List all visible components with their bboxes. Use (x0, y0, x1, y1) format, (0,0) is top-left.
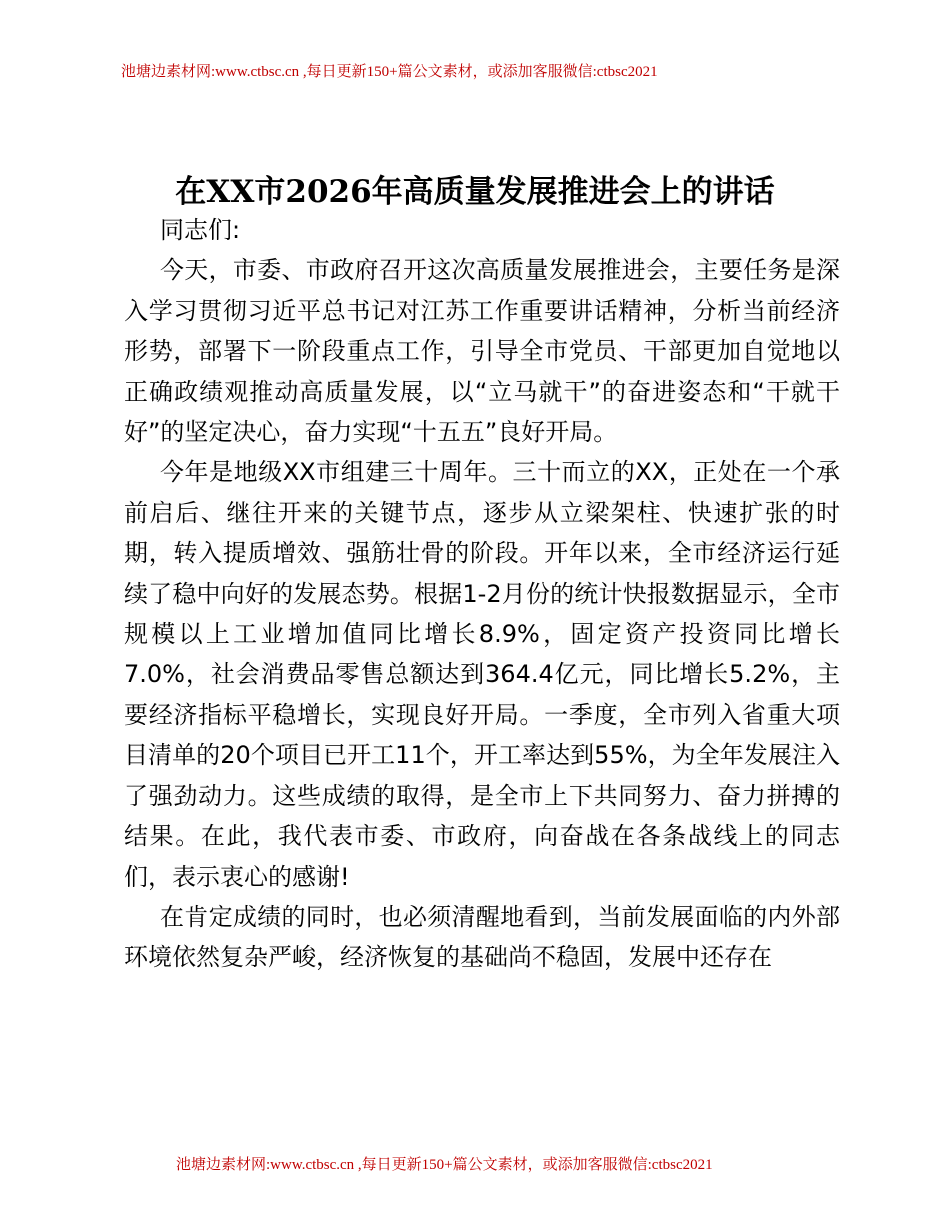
document-title: 在XX市2026年高质量发展推进会上的讲话 (175, 174, 775, 210)
footer-watermark: 池塘边素材网:www.ctbsc.cn ,每日更新150+篇公文素材，或添加客服微信:ctbsc2021 (176, 1157, 713, 1173)
paragraph-3: 在肯定成绩的同时，也必须清醒地看到，当前发展面临的内外部环境依然复杂严峻，经济恢复的基础尚不稳固，发展中还存在 (124, 902, 840, 972)
paragraph-1: 今天，市委、市政府召开这次高质量发展推进会，主要任务是深入学习贯彻习近平总书记对江苏工作重要讲话精神，分析当前经济形势，部署下一阶段重点工作，引导全市党员、干部更加自觉地以正确政绩观推动高质量发展，以“立马就干”的奋进姿态和“干就干好”的坚定决心，奋力实现“十五五”良好开局。 (124, 256, 840, 447)
header-watermark: 池塘边素材网:www.ctbsc.cn ,每日更新150+篇公文素材，或添加客服微信:ctbsc2021 (121, 64, 658, 80)
paragraph-2: 今年是地级XX市组建三十周年。三十而立的XX，正处在一个承前启后、继往开来的关键节点，逐步从立梁架柱、快速扩张的时期，转入提质增效、强筋壮骨的阶段。开年以来，全市经济运行延续了稳中向好的发展态势。根据1-2月份的统计快报数据显示，全市规模以上工业增加值同比增长8.9%，固定资产投资同比增长7.0%，社会消费品零售总额达到364.4亿元，同比增长5.2%，主要经济指标平稳增长，实现良好开局。一季度，全市列入省重大项目清单的20个项目已开工11个，开工率达到55%，为全年发展注入了强劲动力。这些成绩的取得，是全市上下共同努力、奋力拼搏的结果。在此，我代表市委、市政府，向奋战在各条战线上的同志们，表示衷心的感谢! (124, 458, 840, 891)
document-body (124, 210, 840, 978)
greeting: 同志们: (160, 216, 241, 244)
